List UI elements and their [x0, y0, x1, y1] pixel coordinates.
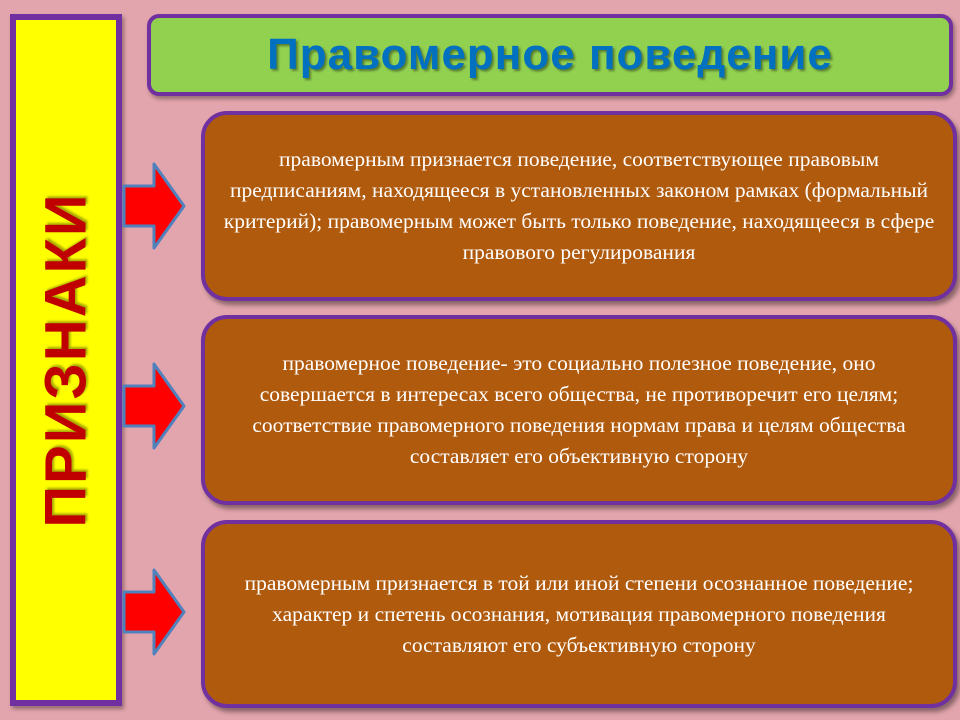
criterion-text: правомерным признается поведение, соответствующее правовым предписаниям, находящееся в установленных законом рамках (формальный критерий); правомерным может быть только поведение, находящееся в сфере правового регулирования: [223, 147, 935, 264]
side-label: ПРИЗНАКИ: [33, 192, 99, 528]
arrow-right-icon: [120, 160, 188, 252]
title-box: [147, 14, 953, 96]
criterion-text: правомерное поведение- это социально полезное поведение, оно совершается в интересах всего общества, не противоречит его целям; соответствие правомерного поведения нормам права и целям общества составляет его объективную сторону: [252, 351, 906, 468]
page-title: Правомерное поведение: [267, 30, 833, 79]
arrow-right-icon: [120, 566, 188, 658]
criterion-text: правомерным признается в той или иной степени осознанное поведение; характер и спетень осознания, мотивация правомерного поведения составляют его субъективную сторону: [244, 570, 914, 657]
criterion-card: [201, 520, 957, 708]
arrow-right-icon: [120, 360, 188, 452]
criterion-card: [201, 111, 957, 301]
side-bar: [10, 14, 122, 706]
criterion-card: [201, 315, 957, 505]
